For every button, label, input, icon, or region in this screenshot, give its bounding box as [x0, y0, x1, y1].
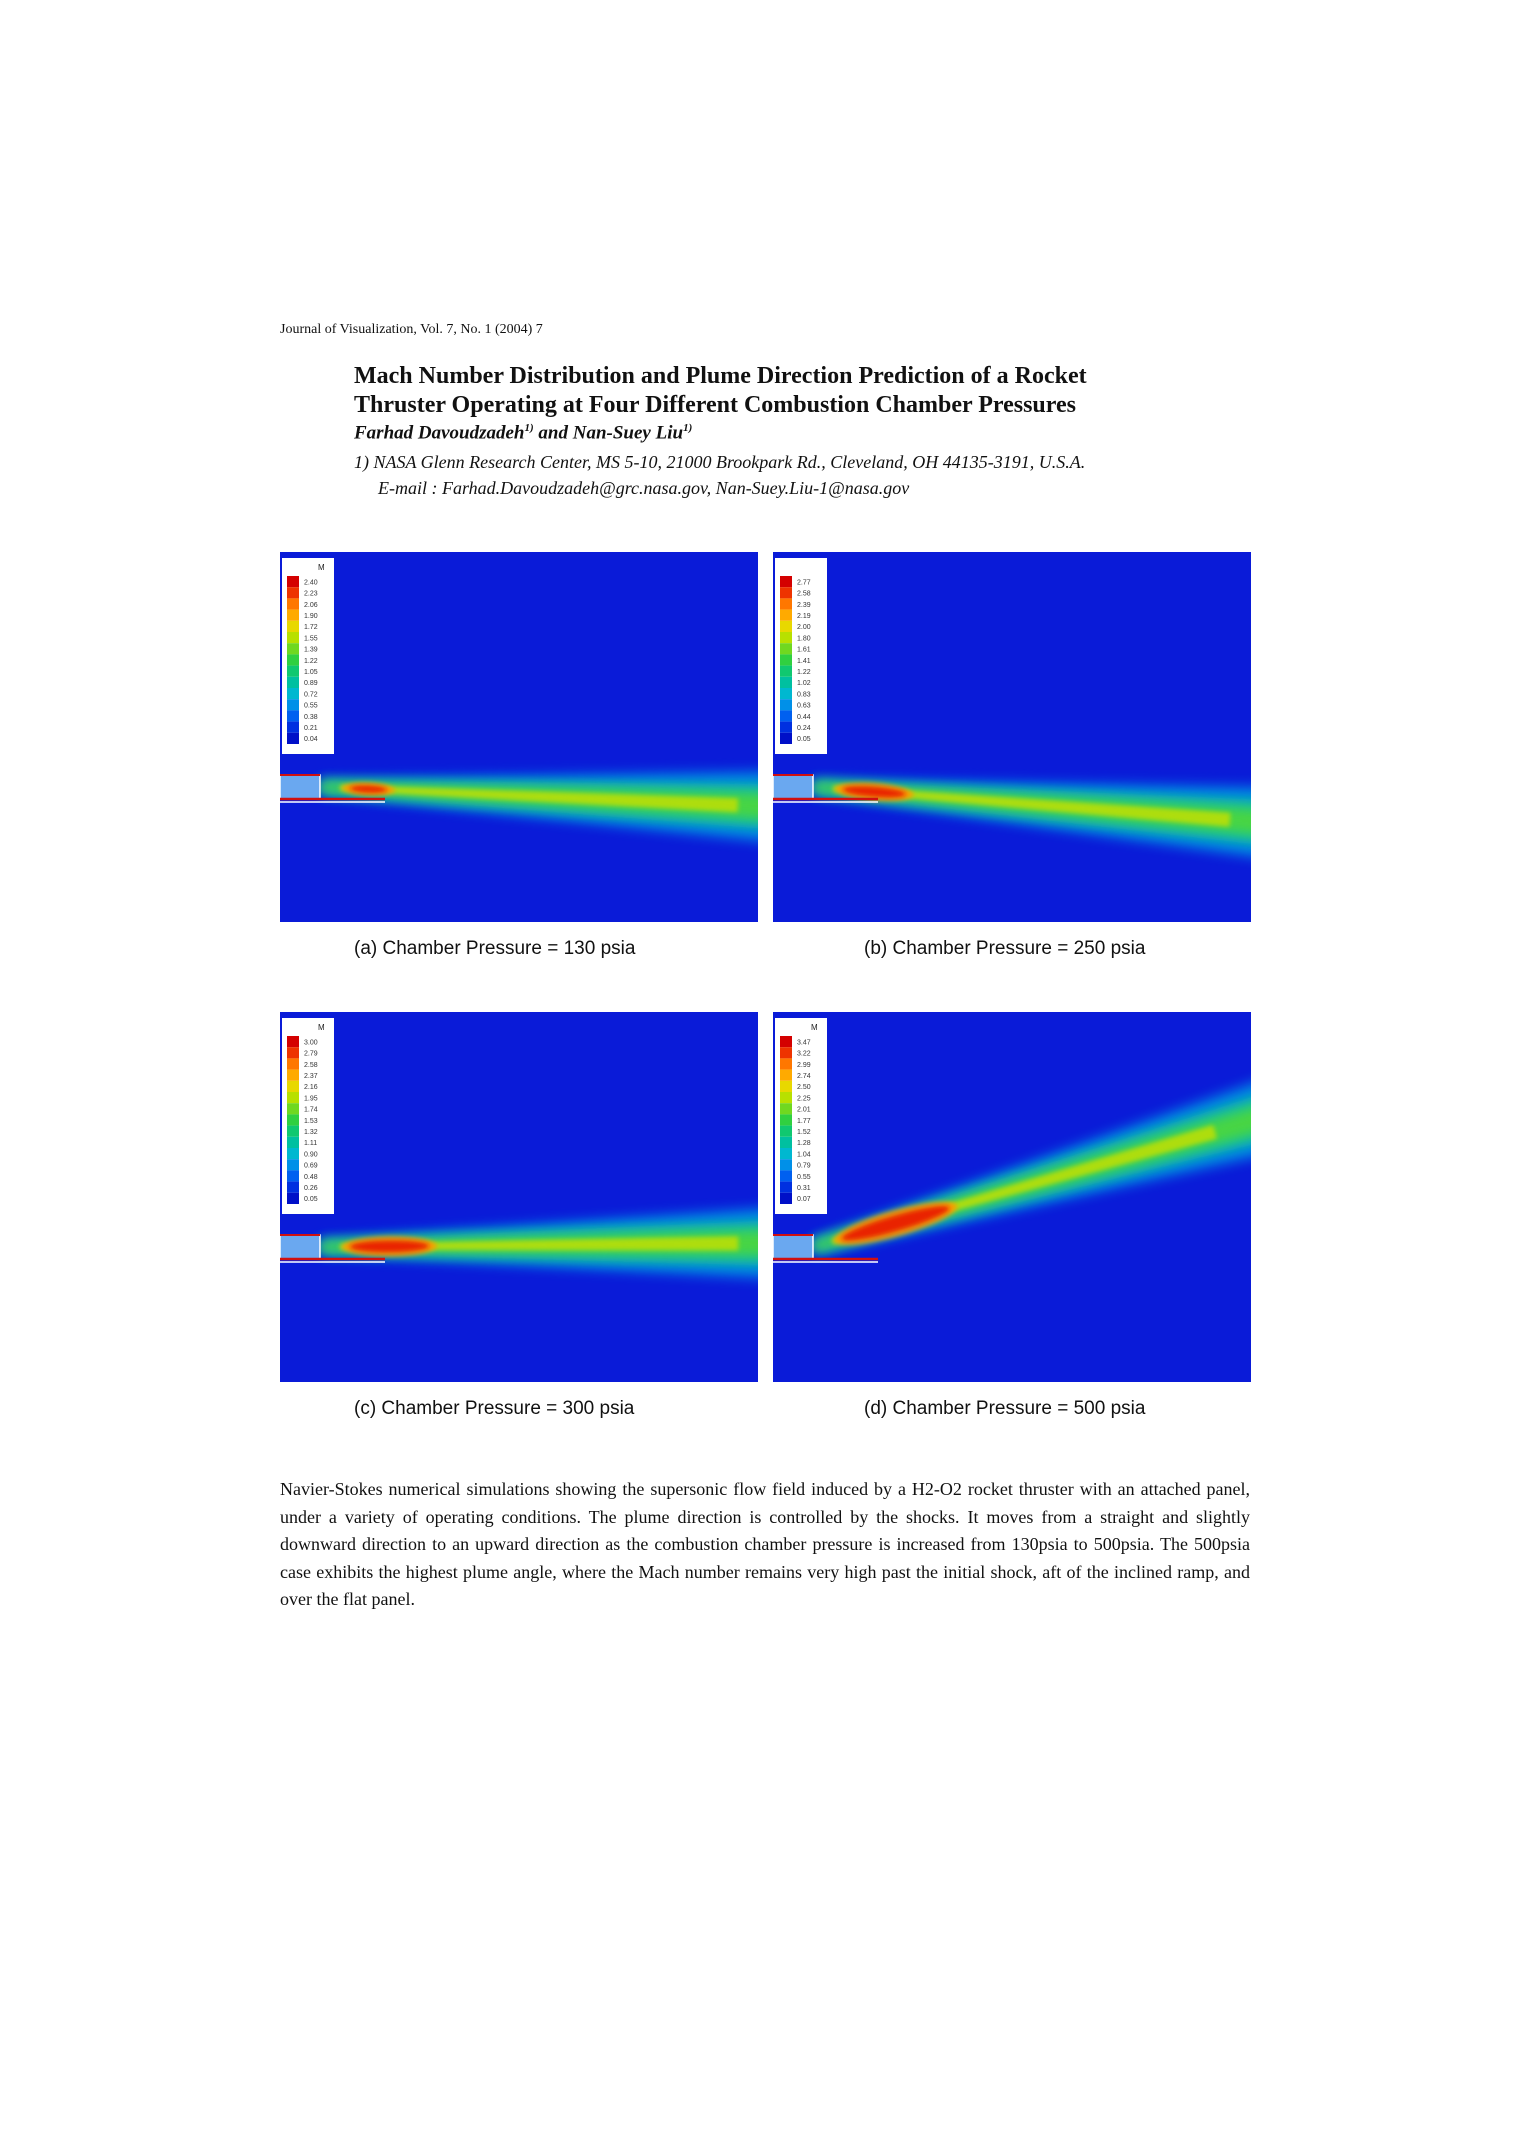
affiliation: 1) NASA Glenn Research Center, MS 5-10, 21000 Brookpark Rd., Cleveland, OH 44135-3191, U.S.A.: [354, 452, 1086, 472]
legend-color-swatch: [780, 666, 792, 677]
legend-value: 0.48: [304, 1173, 318, 1181]
legend-value: 2.25: [797, 1095, 811, 1103]
legend-title: M: [811, 1023, 818, 1032]
legend-value: 0.72: [304, 691, 318, 699]
legend-value: 2.39: [797, 601, 811, 609]
legend-color-swatch: [780, 598, 792, 609]
legend-color-swatch: [287, 632, 299, 643]
legend-value: 2.37: [304, 1073, 318, 1080]
legend-color-swatch: [287, 688, 299, 699]
legend-value: 2.58: [304, 1061, 318, 1069]
legend-color-swatch: [287, 587, 299, 598]
legend-value: 0.69: [304, 1162, 318, 1170]
legend-color-swatch: [780, 576, 792, 587]
legend-color-swatch: [287, 1058, 299, 1069]
legend-color-swatch: [780, 654, 792, 665]
legend-value: 1.32: [304, 1129, 318, 1136]
legend-color-swatch: [780, 610, 792, 621]
legend-color-swatch: [780, 699, 792, 710]
legend-value: 0.05: [304, 1196, 318, 1204]
legend-value: 1.11: [304, 1140, 318, 1148]
legend-value: 0.63: [797, 702, 811, 710]
legend-color-swatch: [287, 1047, 299, 1058]
legend-color-swatch: [287, 1170, 299, 1181]
legend-color-swatch: [287, 733, 299, 744]
mach-legend: [282, 1018, 334, 1214]
mach-legend: [775, 1018, 827, 1214]
mach-legend: [775, 558, 827, 754]
legend-value: 2.16: [304, 1084, 318, 1092]
legend-color-swatch: [780, 621, 792, 632]
mach-contour-a: [280, 552, 758, 922]
article-title: [354, 362, 1087, 420]
legend-color-swatch: [780, 1036, 792, 1047]
legend-value: 2.00: [797, 624, 811, 632]
legend-value: 1.95: [304, 1095, 318, 1103]
legend-value: 2.06: [304, 601, 318, 609]
legend-value: 3.22: [797, 1050, 811, 1058]
legend-value: 0.55: [797, 1173, 811, 1181]
legend-value: 0.04: [304, 736, 318, 744]
legend-color-swatch: [780, 1126, 792, 1137]
legend-color-swatch: [287, 1114, 299, 1125]
legend-value: 2.01: [797, 1106, 811, 1114]
flow-background: [280, 1012, 758, 1382]
legend-color-swatch: [287, 699, 299, 710]
legend-color-swatch: [287, 666, 299, 677]
legend-title: M: [318, 563, 325, 572]
legend-value: 0.83: [797, 691, 811, 699]
legend-value: 0.26: [304, 1185, 318, 1192]
legend-value: 2.58: [797, 590, 811, 598]
legend-value: 0.79: [797, 1162, 811, 1170]
legend-color-swatch: [287, 1081, 299, 1092]
legend-color-swatch: [287, 1092, 299, 1103]
legend-title: M: [318, 1023, 325, 1032]
legend-value: 0.44: [797, 713, 811, 721]
legend-color-swatch: [287, 1137, 299, 1148]
legend-color-swatch: [780, 1103, 792, 1114]
legend-color-swatch: [287, 1070, 299, 1081]
legend-value: 0.90: [304, 1151, 318, 1159]
legend-color-swatch: [287, 643, 299, 654]
legend-value: 1.22: [797, 669, 811, 676]
email-line: E-mail : Farhad.Davoudzadeh@grc.nasa.gov, Nan-Suey.Liu-1@nasa.gov: [378, 478, 910, 498]
legend-value: 2.19: [797, 613, 811, 620]
legend-value: 1.90: [304, 613, 318, 620]
caption-d: (d) Chamber Pressure = 500 psia: [864, 1398, 1146, 1419]
journal-reference: Journal of Visualization, Vol. 7, No. 1 (2004) 7: [280, 322, 543, 337]
title-line-2: Thruster Operating at Four Different Combustion Chamber Pressures: [354, 392, 1076, 418]
legend-value: 0.07: [797, 1196, 811, 1204]
legend-color-swatch: [780, 1058, 792, 1069]
legend-color-swatch: [287, 710, 299, 721]
figure-panel-d: [773, 1012, 1251, 1382]
legend-value: 0.21: [304, 725, 318, 732]
legend-color-swatch: [780, 587, 792, 598]
mach-legend: [282, 558, 334, 754]
flow-background: [280, 552, 758, 922]
legend-value: 2.77: [797, 579, 811, 587]
caption-b: (b) Chamber Pressure = 250 psia: [864, 938, 1146, 959]
legend-color-swatch: [287, 598, 299, 609]
legend-color-swatch: [780, 643, 792, 654]
author-2-affil-mark: 1): [683, 422, 693, 434]
legend-color-swatch: [780, 677, 792, 688]
legend-value: 1.74: [304, 1106, 318, 1114]
legend-value: 1.72: [304, 624, 318, 632]
legend-value: 2.99: [797, 1061, 811, 1069]
legend-value: 0.24: [797, 725, 811, 732]
legend-color-swatch: [780, 1182, 792, 1193]
legend-color-swatch: [287, 1148, 299, 1159]
legend-color-swatch: [287, 654, 299, 665]
caption-a: (a) Chamber Pressure = 130 psia: [354, 938, 636, 959]
legend-color-swatch: [780, 733, 792, 744]
legend-value: 2.23: [304, 590, 318, 598]
legend-color-swatch: [780, 1159, 792, 1170]
legend-value: 0.31: [797, 1185, 811, 1192]
legend-value: 1.22: [304, 657, 318, 665]
legend-color-swatch: [780, 1081, 792, 1092]
legend-color-swatch: [287, 1103, 299, 1114]
figure-description: Navier-Stokes numerical simulations showing the supersonic flow field induced by a H2-O2 rocket thruster with an attached panel, under a variety of operating conditions. The plume direction is controlled by the shocks. It moves from a straight and slightly downward direction to an upward direction as the combustion chamber pressure is increased from 130psia to 500psia. The 500psia case exhibits the highest plume angle, where the Mach number remains very high past the initial shock, aft of the inclined ramp, and over the flat panel.: [280, 1479, 1250, 1609]
figure-panel-c: [280, 1012, 758, 1382]
flow-background: [773, 552, 1251, 922]
legend-color-swatch: [780, 1170, 792, 1181]
legend-color-swatch: [287, 722, 299, 733]
legend-color-swatch: [780, 1092, 792, 1103]
legend-color-swatch: [780, 688, 792, 699]
caption-c: (c) Chamber Pressure = 300 psia: [354, 1398, 635, 1419]
legend-value: 3.00: [304, 1039, 318, 1047]
legend-color-swatch: [780, 1047, 792, 1058]
legend-value: 1.52: [797, 1129, 811, 1136]
mach-contour-b: [773, 552, 1251, 922]
author-1: Farhad Davoudzadeh: [354, 422, 525, 444]
legend-value: 0.38: [304, 713, 318, 721]
legend-color-swatch: [780, 632, 792, 643]
legend-value: 1.02: [797, 680, 811, 688]
author-1-affil-mark: 1): [524, 422, 534, 434]
legend-color-swatch: [780, 1070, 792, 1081]
legend-value: 2.40: [304, 579, 318, 587]
legend-color-swatch: [780, 1137, 792, 1148]
legend-color-swatch: [780, 1193, 792, 1204]
legend-value: 1.39: [304, 646, 318, 654]
legend-color-swatch: [780, 722, 792, 733]
author-2: Nan-Suey Liu: [572, 422, 684, 444]
legend-color-swatch: [287, 1182, 299, 1193]
legend-color-swatch: [287, 1159, 299, 1170]
legend-value: 1.80: [797, 635, 811, 643]
legend-value: 2.74: [797, 1073, 811, 1080]
mach-contour-c: [280, 1012, 758, 1382]
legend-color-swatch: [287, 610, 299, 621]
legend-color-swatch: [287, 677, 299, 688]
legend-color-swatch: [287, 576, 299, 587]
legend-value: 1.77: [797, 1117, 811, 1125]
legend-color-swatch: [780, 710, 792, 721]
legend-value: 1.53: [304, 1117, 318, 1125]
legend-color-swatch: [287, 1036, 299, 1047]
legend-color-swatch: [780, 1114, 792, 1125]
legend-value: 0.05: [797, 736, 811, 744]
legend-value: 2.79: [304, 1050, 318, 1058]
author-line: [354, 422, 692, 444]
legend-color-swatch: [780, 1148, 792, 1159]
legend-value: 1.05: [304, 669, 318, 676]
legend-value: 1.04: [797, 1151, 811, 1159]
legend-value: 1.55: [304, 635, 318, 643]
author-join: and: [533, 422, 573, 444]
figure-panel-b: [773, 552, 1251, 922]
figure-panel-a: [280, 552, 758, 922]
legend-value: 1.28: [797, 1140, 811, 1148]
legend-color-swatch: [287, 1126, 299, 1137]
legend-value: 1.41: [797, 657, 811, 665]
legend-value: 3.47: [797, 1039, 811, 1047]
legend-color-swatch: [287, 621, 299, 632]
legend-color-swatch: [287, 1193, 299, 1204]
mach-contour-d: [773, 1012, 1251, 1382]
legend-value: 0.55: [304, 702, 318, 710]
legend-value: 0.89: [304, 680, 318, 688]
legend-value: 1.61: [797, 646, 811, 654]
title-line-1: Mach Number Distribution and Plume Direction Prediction of a Rocket: [354, 363, 1087, 389]
legend-value: 2.50: [797, 1084, 811, 1092]
